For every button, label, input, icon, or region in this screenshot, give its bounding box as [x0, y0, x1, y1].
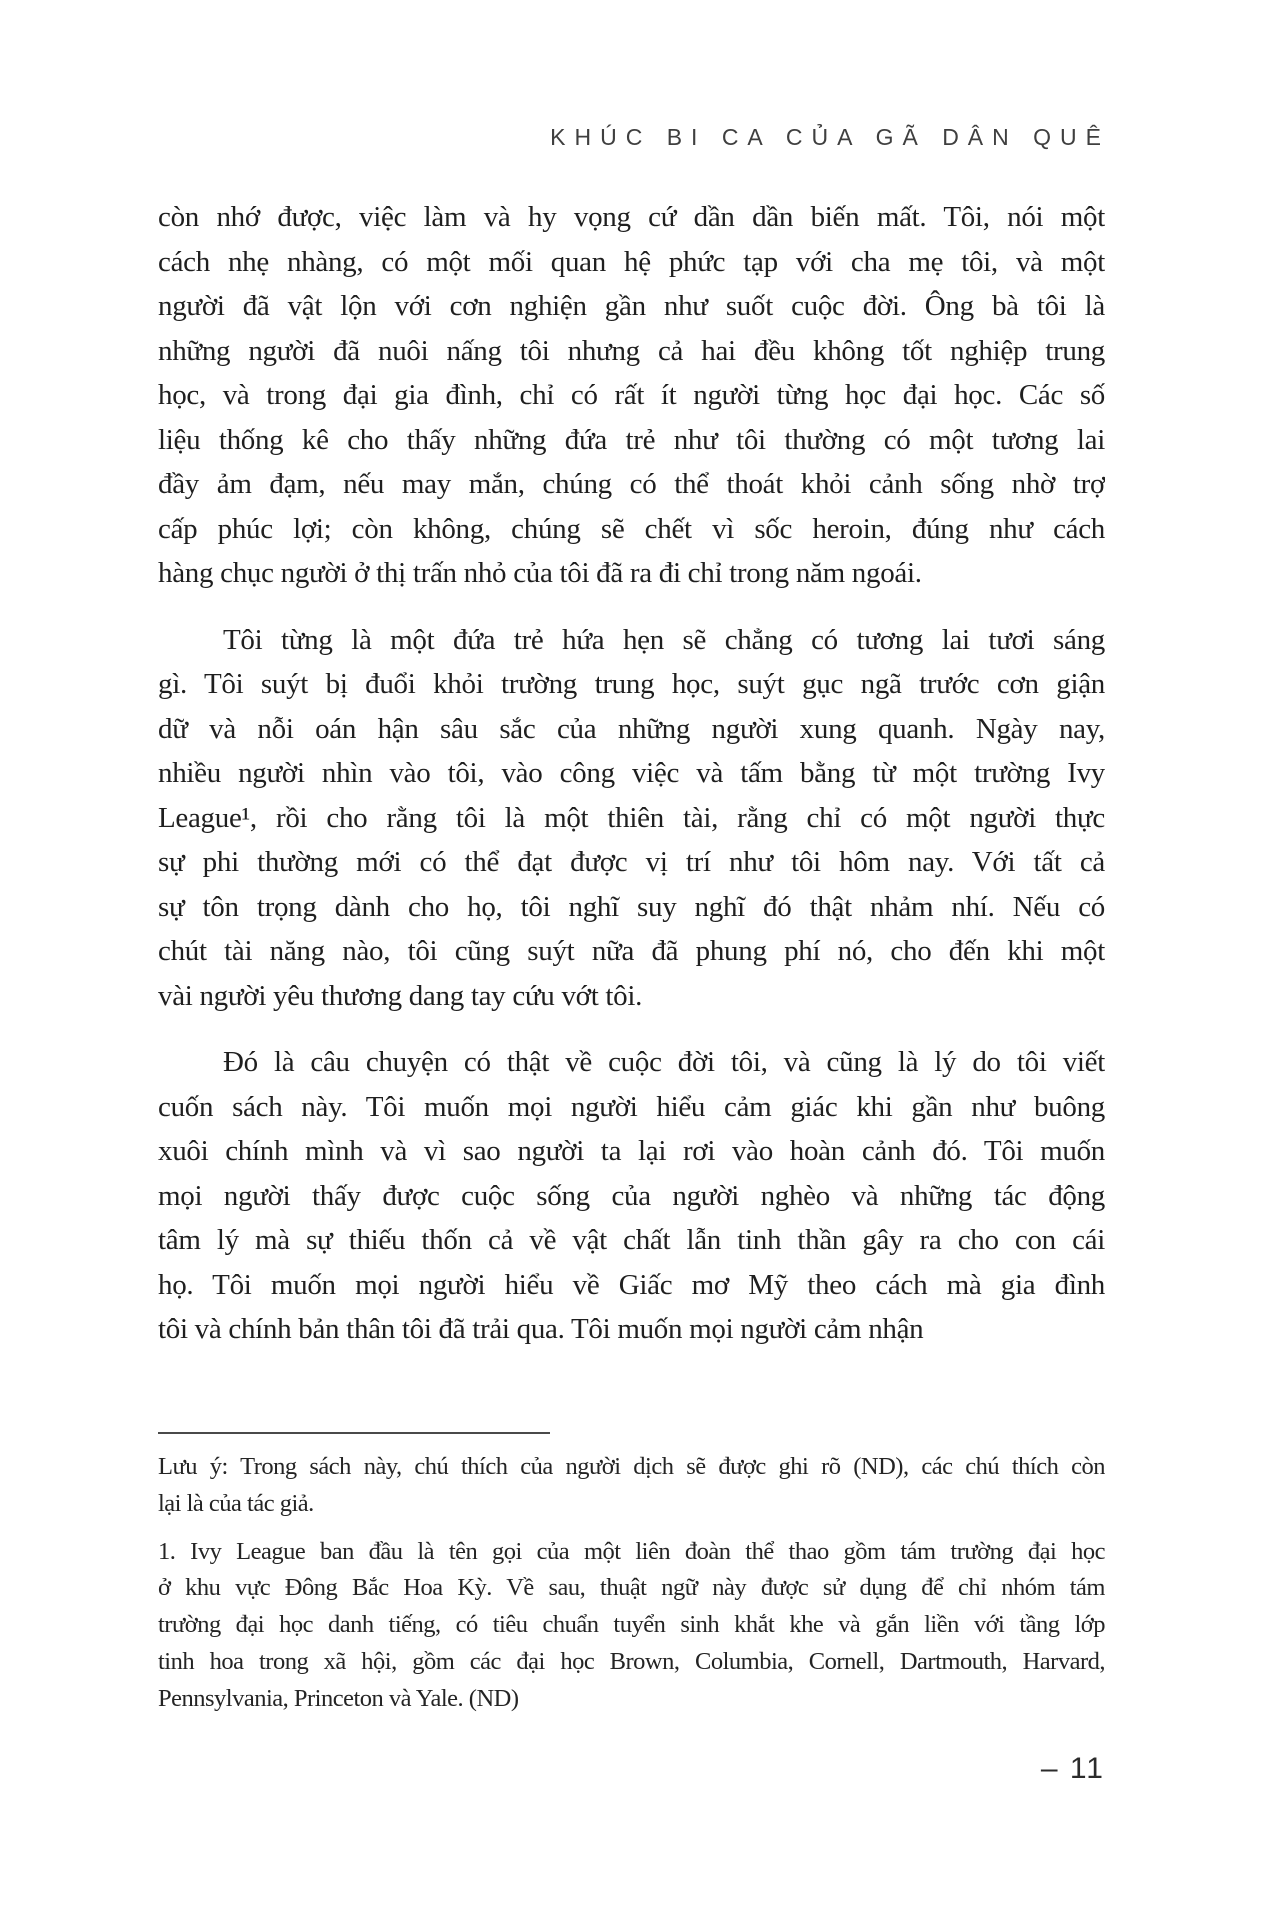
- body-text: [158, 195, 1105, 1352]
- paragraph: [158, 1040, 1105, 1352]
- running-head: KHÚC BI CA CỦA GÃ DÂN QUÊ: [550, 124, 1110, 150]
- text-line: dữ và nỗi oán hận sâu sắc của những người xung quanh. Ngày nay,: [158, 712, 1105, 745]
- text-line: Đó là câu chuyện có thật về cuộc đời tôi, và cũng là lý do tôi viết: [223, 1046, 1105, 1078]
- text-line: ở khu vực Đông Bắc Hoa Kỳ. Về sau, thuật ngữ này được sử dụng để chỉ nhóm tám: [158, 1574, 1105, 1602]
- text-line: gì. Tôi suýt bị đuổi khỏi trường trung học, suýt gục ngã trước cơn giận: [158, 668, 1105, 700]
- text-line: xuôi chính mình và vì sao người ta lại rơi vào hoàn cảnh đó. Tôi muốn: [158, 1135, 1105, 1167]
- translator-note: [158, 1449, 1105, 1523]
- text-line: Tôi từng là một đứa trẻ hứa hẹn sẽ chẳng có tương lai tươi sáng: [223, 623, 1105, 656]
- text-line: League¹, rồi cho rằng tôi là một thiên tài, rằng chỉ có một người thực: [158, 801, 1105, 834]
- text-line: nhiều người nhìn vào tôi, vào công việc và tấm bằng từ một trường Ivy: [158, 757, 1105, 789]
- text-line: vài người yêu thương dang tay cứu vớt tôi.: [158, 979, 643, 1012]
- text-line: lại là của tác giả.: [158, 1489, 314, 1517]
- text-line: đầy ảm đạm, nếu may mắn, chúng có thể thoát khỏi cảnh sống nhờ trợ: [158, 468, 1105, 500]
- text-line: liệu thống kê cho thấy những đứa trẻ như tôi thường có một tương lai: [158, 423, 1105, 456]
- text-line: tâm lý mà sự thiếu thốn cả về vật chất lẫn tinh thần gây ra cho con cái: [158, 1224, 1105, 1256]
- footnote-1: [158, 1534, 1105, 1718]
- text-line: cuốn sách này. Tôi muốn mọi người hiểu cảm giác khi gần như buông: [158, 1090, 1105, 1123]
- text-line: trường đại học danh tiếng, có tiêu chuẩn tuyển sinh khắt khe và gắn liền với tầng lớp: [158, 1611, 1105, 1639]
- text-line: học, và trong đại gia đình, chỉ có rất ít người từng học đại học. Các số: [158, 379, 1105, 411]
- text-line: họ. Tôi muốn mọi người hiểu về Giấc mơ Mỹ theo cách mà gia đình: [158, 1268, 1105, 1301]
- footnotes: [158, 1449, 1105, 1718]
- paragraph: [158, 618, 1105, 1019]
- text-line: 1. Ivy League ban đầu là tên gọi của một liên đoàn thể thao gồm tám trường đại học: [158, 1537, 1105, 1565]
- text-line: sự phi thường mới có thể đạt được vị trí như tôi hôm nay. Với tất cả: [158, 846, 1105, 878]
- paragraph: [158, 195, 1105, 596]
- footnote-separator: [158, 1432, 550, 1434]
- text-line: chút tài năng nào, tôi cũng suýt nữa đã phung phí nó, cho đến khi một: [158, 935, 1105, 967]
- text-line: Pennsylvania, Princeton và Yale. (ND): [158, 1684, 519, 1712]
- text-line: còn nhớ được, việc làm và hy vọng cứ dần dần biến mất. Tôi, nói một: [158, 201, 1105, 233]
- text-line: mọi người thấy được cuộc sống của người nghèo và những tác động: [158, 1179, 1105, 1212]
- text-line: những người đã nuôi nấng tôi nhưng cả hai đều không tốt nghiệp trung: [158, 334, 1105, 367]
- text-line: tôi và chính bản thân tôi đã trải qua. Tôi muốn mọi người cảm nhận: [158, 1313, 924, 1345]
- text-line: sự tôn trọng dành cho họ, tôi nghĩ suy nghĩ đó thật nhảm nhí. Nếu có: [158, 890, 1105, 923]
- text-line: tinh hoa trong xã hội, gồm các đại học Brown, Columbia, Cornell, Dartmouth, Harvard,: [158, 1647, 1105, 1675]
- page-number: – 11: [1040, 1752, 1105, 1785]
- text-line: hàng chục người ở thị trấn nhỏ của tôi đã ra đi chỉ trong năm ngoái.: [158, 557, 922, 589]
- text-line: cách nhẹ nhàng, có một mối quan hệ phức tạp với cha mẹ tôi, và một: [158, 245, 1105, 278]
- text-line: Lưu ý: Trong sách này, chú thích của người dịch sẽ được ghi rõ (ND), các chú thích còn: [158, 1453, 1105, 1480]
- text-line: người đã vật lộn với cơn nghiện gần như suốt cuộc đời. Ông bà tôi là: [158, 290, 1105, 322]
- text-line: cấp phúc lợi; còn không, chúng sẽ chết vì sốc heroin, đúng như cách: [158, 512, 1105, 545]
